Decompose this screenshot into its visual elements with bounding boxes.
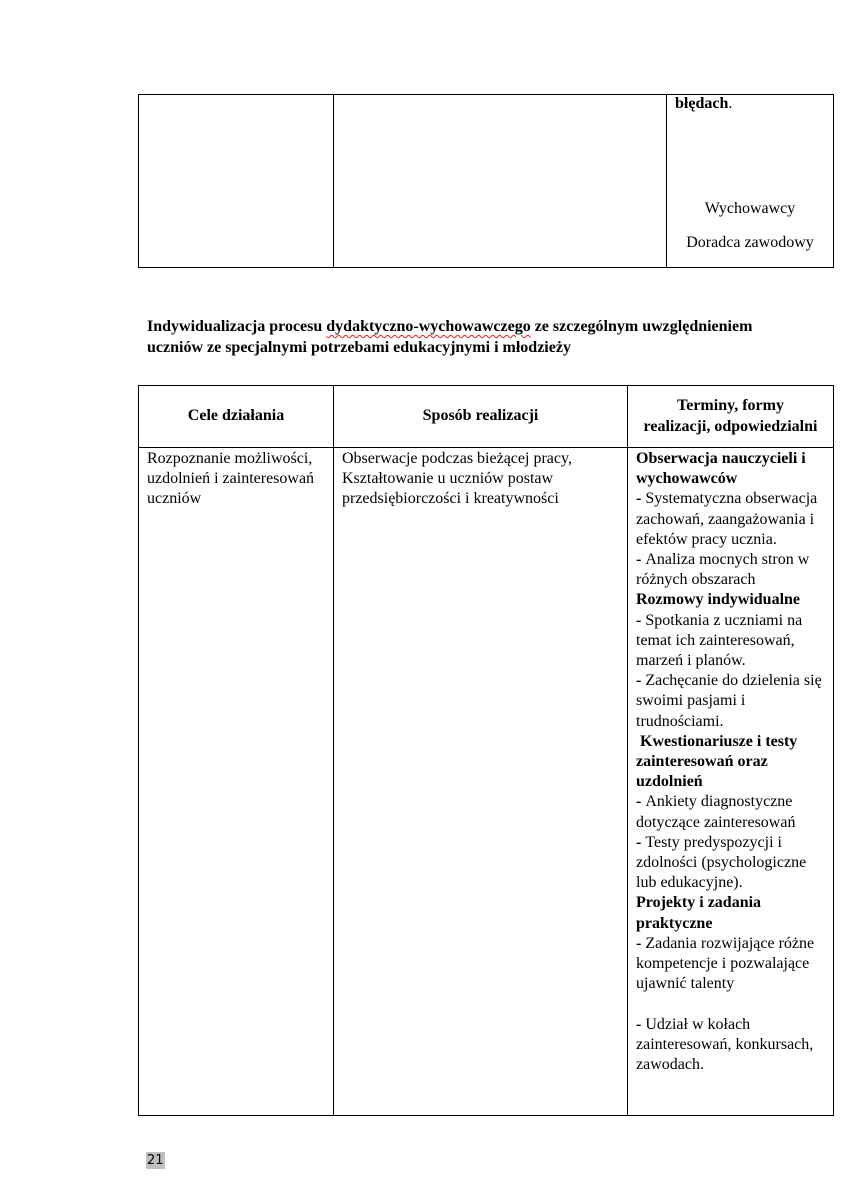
forms-item: - Ankiety diagnostyczne dotyczące zainteresowań: [636, 793, 796, 831]
forms-item: - Analiza mocnych stron w różnych obszarach: [636, 551, 810, 589]
forms-group-title: Kwestionariusze i testy zainteresowań oraz uzdolnień: [636, 732, 802, 791]
forms-group-title: Rozmowy indywidualne: [636, 591, 801, 609]
forms-item: - Systematyczna obserwacja zachowań, zaangażowania i efektów pracy ucznia.: [636, 490, 818, 548]
forms-item: - Zadania rozwijające różne kompetencje i pozwalające ujawnić talenty: [636, 934, 815, 993]
table-header-row: [139, 386, 834, 448]
section-heading: Indywidualizacja procesu dydaktyczno-wychowawczego ze szczególnym uwzględnieniem uczniów ze specjalnymi potrzebami edukacyjnymi i młodzieży: [147, 318, 753, 356]
spellcheck-flagged-word: dydaktyczno-wychowawczego: [326, 318, 531, 335]
table-row: [139, 95, 834, 268]
forms-item: - Zachęcanie do dzielenia się swoimi pasjami i trudnościami.: [636, 672, 822, 730]
goal-cell-empty: [139, 95, 334, 268]
table-row: [139, 448, 834, 1116]
responsible-career-advisor: Doradca zawodowy: [686, 234, 814, 251]
forms-item: - Spotkania z uczniami na temat ich zainteresowań, marzeń i planów.: [636, 611, 803, 670]
method-text: Obserwacje podczas bieżącej pracy, Kształtowanie u uczniów postaw przedsiębiorczości i kreatywności: [342, 450, 572, 508]
continued-table: [138, 94, 834, 268]
header-method: Sposób realizacji: [334, 386, 628, 448]
goal-text: Rozpoznanie możliwości, uzdolnień i zainteresowań uczniów: [147, 450, 315, 508]
forms-group-title: Obserwacja nauczycieli i wychowawców: [636, 450, 806, 488]
forms-item: - Udział w kołach zainteresowań, konkursach, zawodach.: [636, 1015, 814, 1074]
header-forms: Terminy, formy realizacji, odpowiedzialni: [628, 386, 834, 448]
header-goals: Cele działania: [139, 386, 334, 448]
forms-group-title: Projekty i zadania praktyczne: [636, 894, 762, 932]
responsible-homeroom-teachers: Wychowawcy: [704, 200, 796, 217]
method-cell-empty: [334, 95, 667, 268]
main-table: [138, 385, 834, 1116]
page-number: 21: [147, 1153, 164, 1168]
continued-text: błędach: [675, 95, 729, 112]
forms-cell: błędach. Wychowawcy Doradca zawodowy: [667, 95, 834, 268]
forms-list: [628, 448, 833, 1075]
forms-item: - Testy predyspozycji i zdolności (psychologiczne lub edukacyjne).: [636, 833, 807, 892]
